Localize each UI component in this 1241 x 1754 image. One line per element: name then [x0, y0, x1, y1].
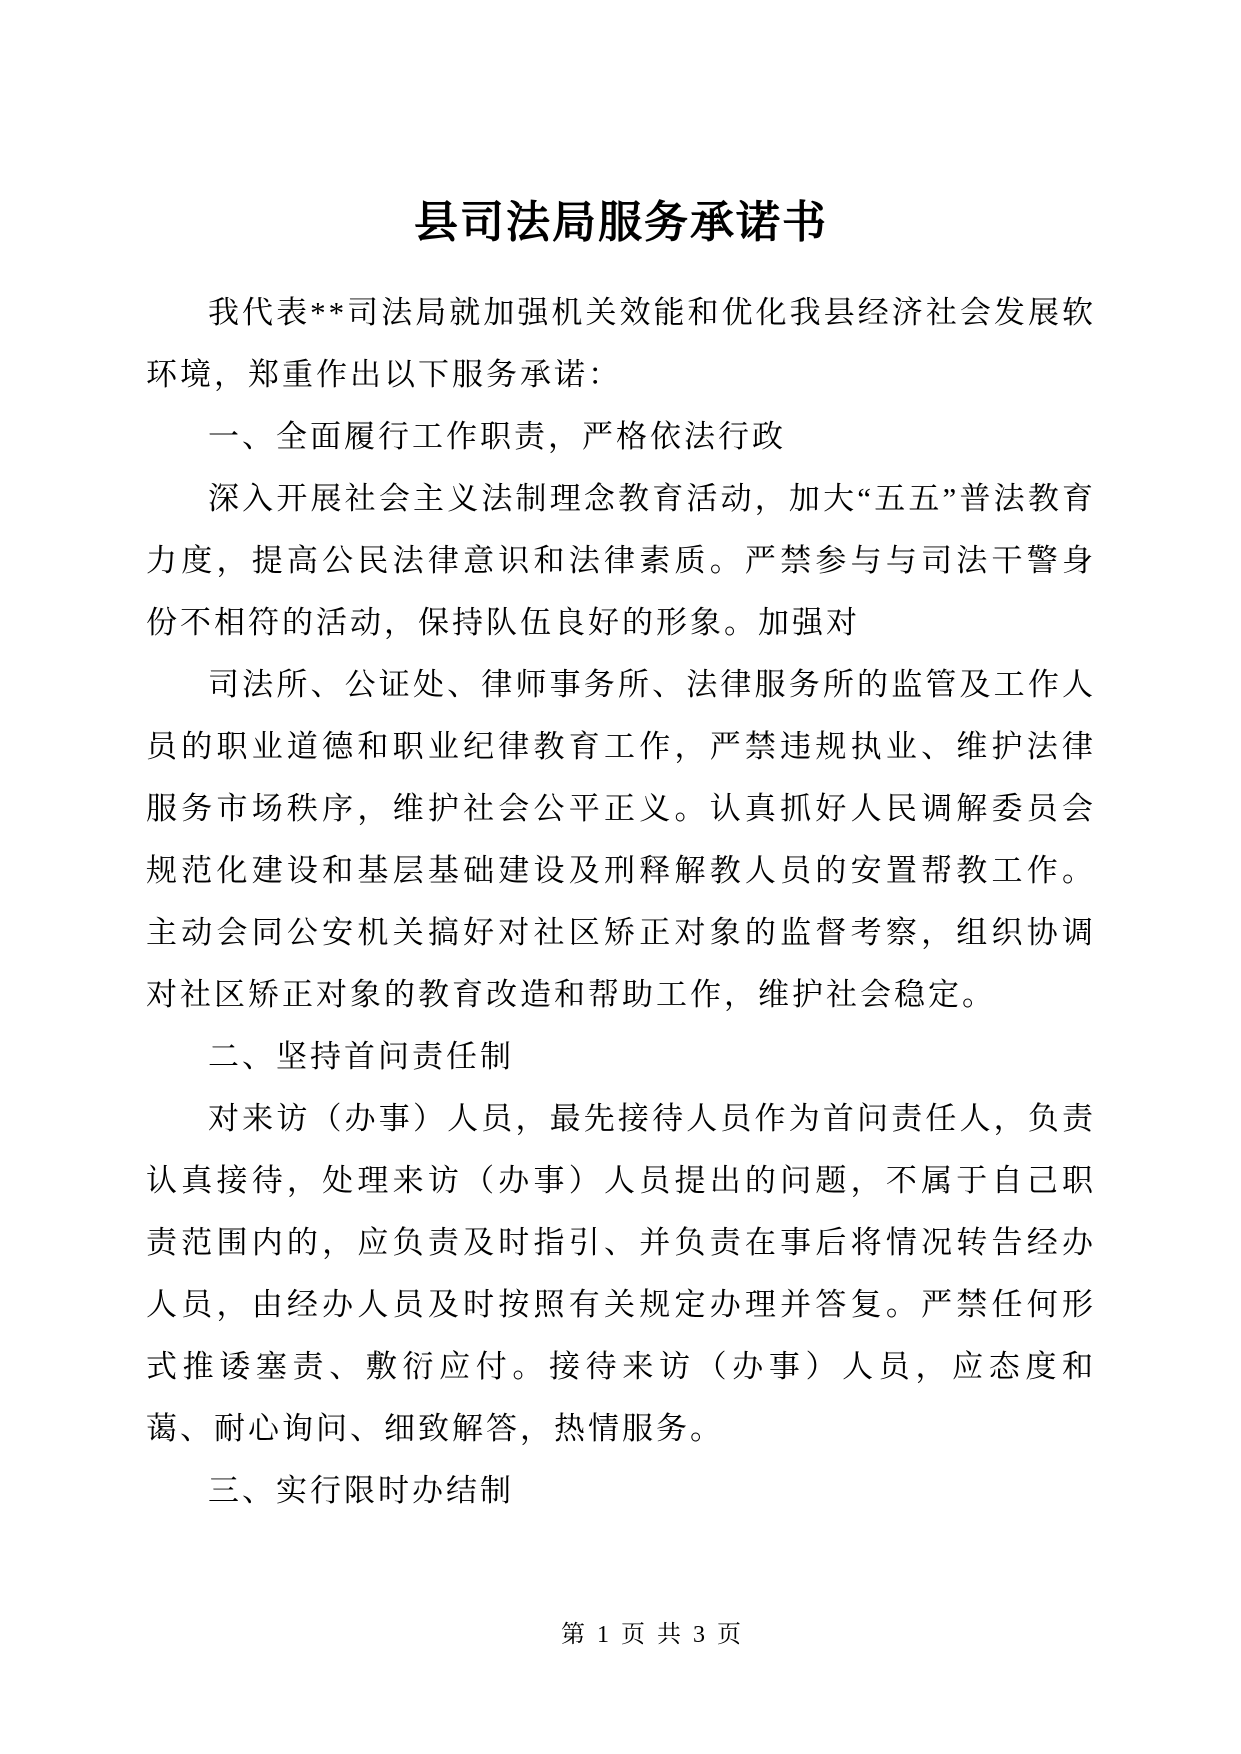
page-footer [0, 1614, 1241, 1649]
paragraph-body-2: 对来访（办事）人员，最先接待人员作为首问责任人，负责认真接待，处理来访（办事）人员提出的问题，不属于自己职责范围内的，应负责及时指引、并负责在事后将情况转告经办人员，由经办人员及时按照有关规定办理并答复。严禁任何形式推诿塞责、敷衍应付。接待来访（办事）人员，应态度和蔼、耐心询问、细致解答，热情服务。 [146, 1101, 1096, 1446]
page-number: 第 1 页 共 3 页 [561, 1622, 744, 1648]
paragraph-intro: 我代表**司法局就加强机关效能和优化我县经济社会发展软环境，郑重作出以下服务承诺： [146, 295, 1096, 392]
paragraph-heading-2: 二、坚持首问责任制 [208, 1039, 514, 1074]
paragraph-heading-1: 一、全面履行工作职责，严格依法行政 [208, 419, 786, 454]
paragraph-heading-3: 三、实行限时办结制 [208, 1473, 514, 1508]
paragraph-body-1a: 深入开展社会主义法制理念教育活动，加大“五五”普法教育力度，提高公民法律意识和法律素质。严禁参与与司法干警身份不相符的活动，保持队伍良好的形象。加强对 [146, 481, 1096, 640]
document-content [146, 180, 1096, 1522]
document-title: 县司法局服务承诺书 [414, 198, 828, 247]
paragraph-body-1b: 司法所、公证处、律师事务所、法律服务所的监管及工作人员的职业道德和职业纪律教育工作，严禁违规执业、维护法律服务市场秩序，维护社会公平正义。认真抓好人民调解委员会规范化建设和基层基础建设及刑释解教人员的安置帮教工作。主动会同公安机关搞好对社区矫正对象的监督考察，组织协调对社区矫正对象的教育改造和帮助工作，维护社会稳定。 [146, 667, 1096, 1012]
